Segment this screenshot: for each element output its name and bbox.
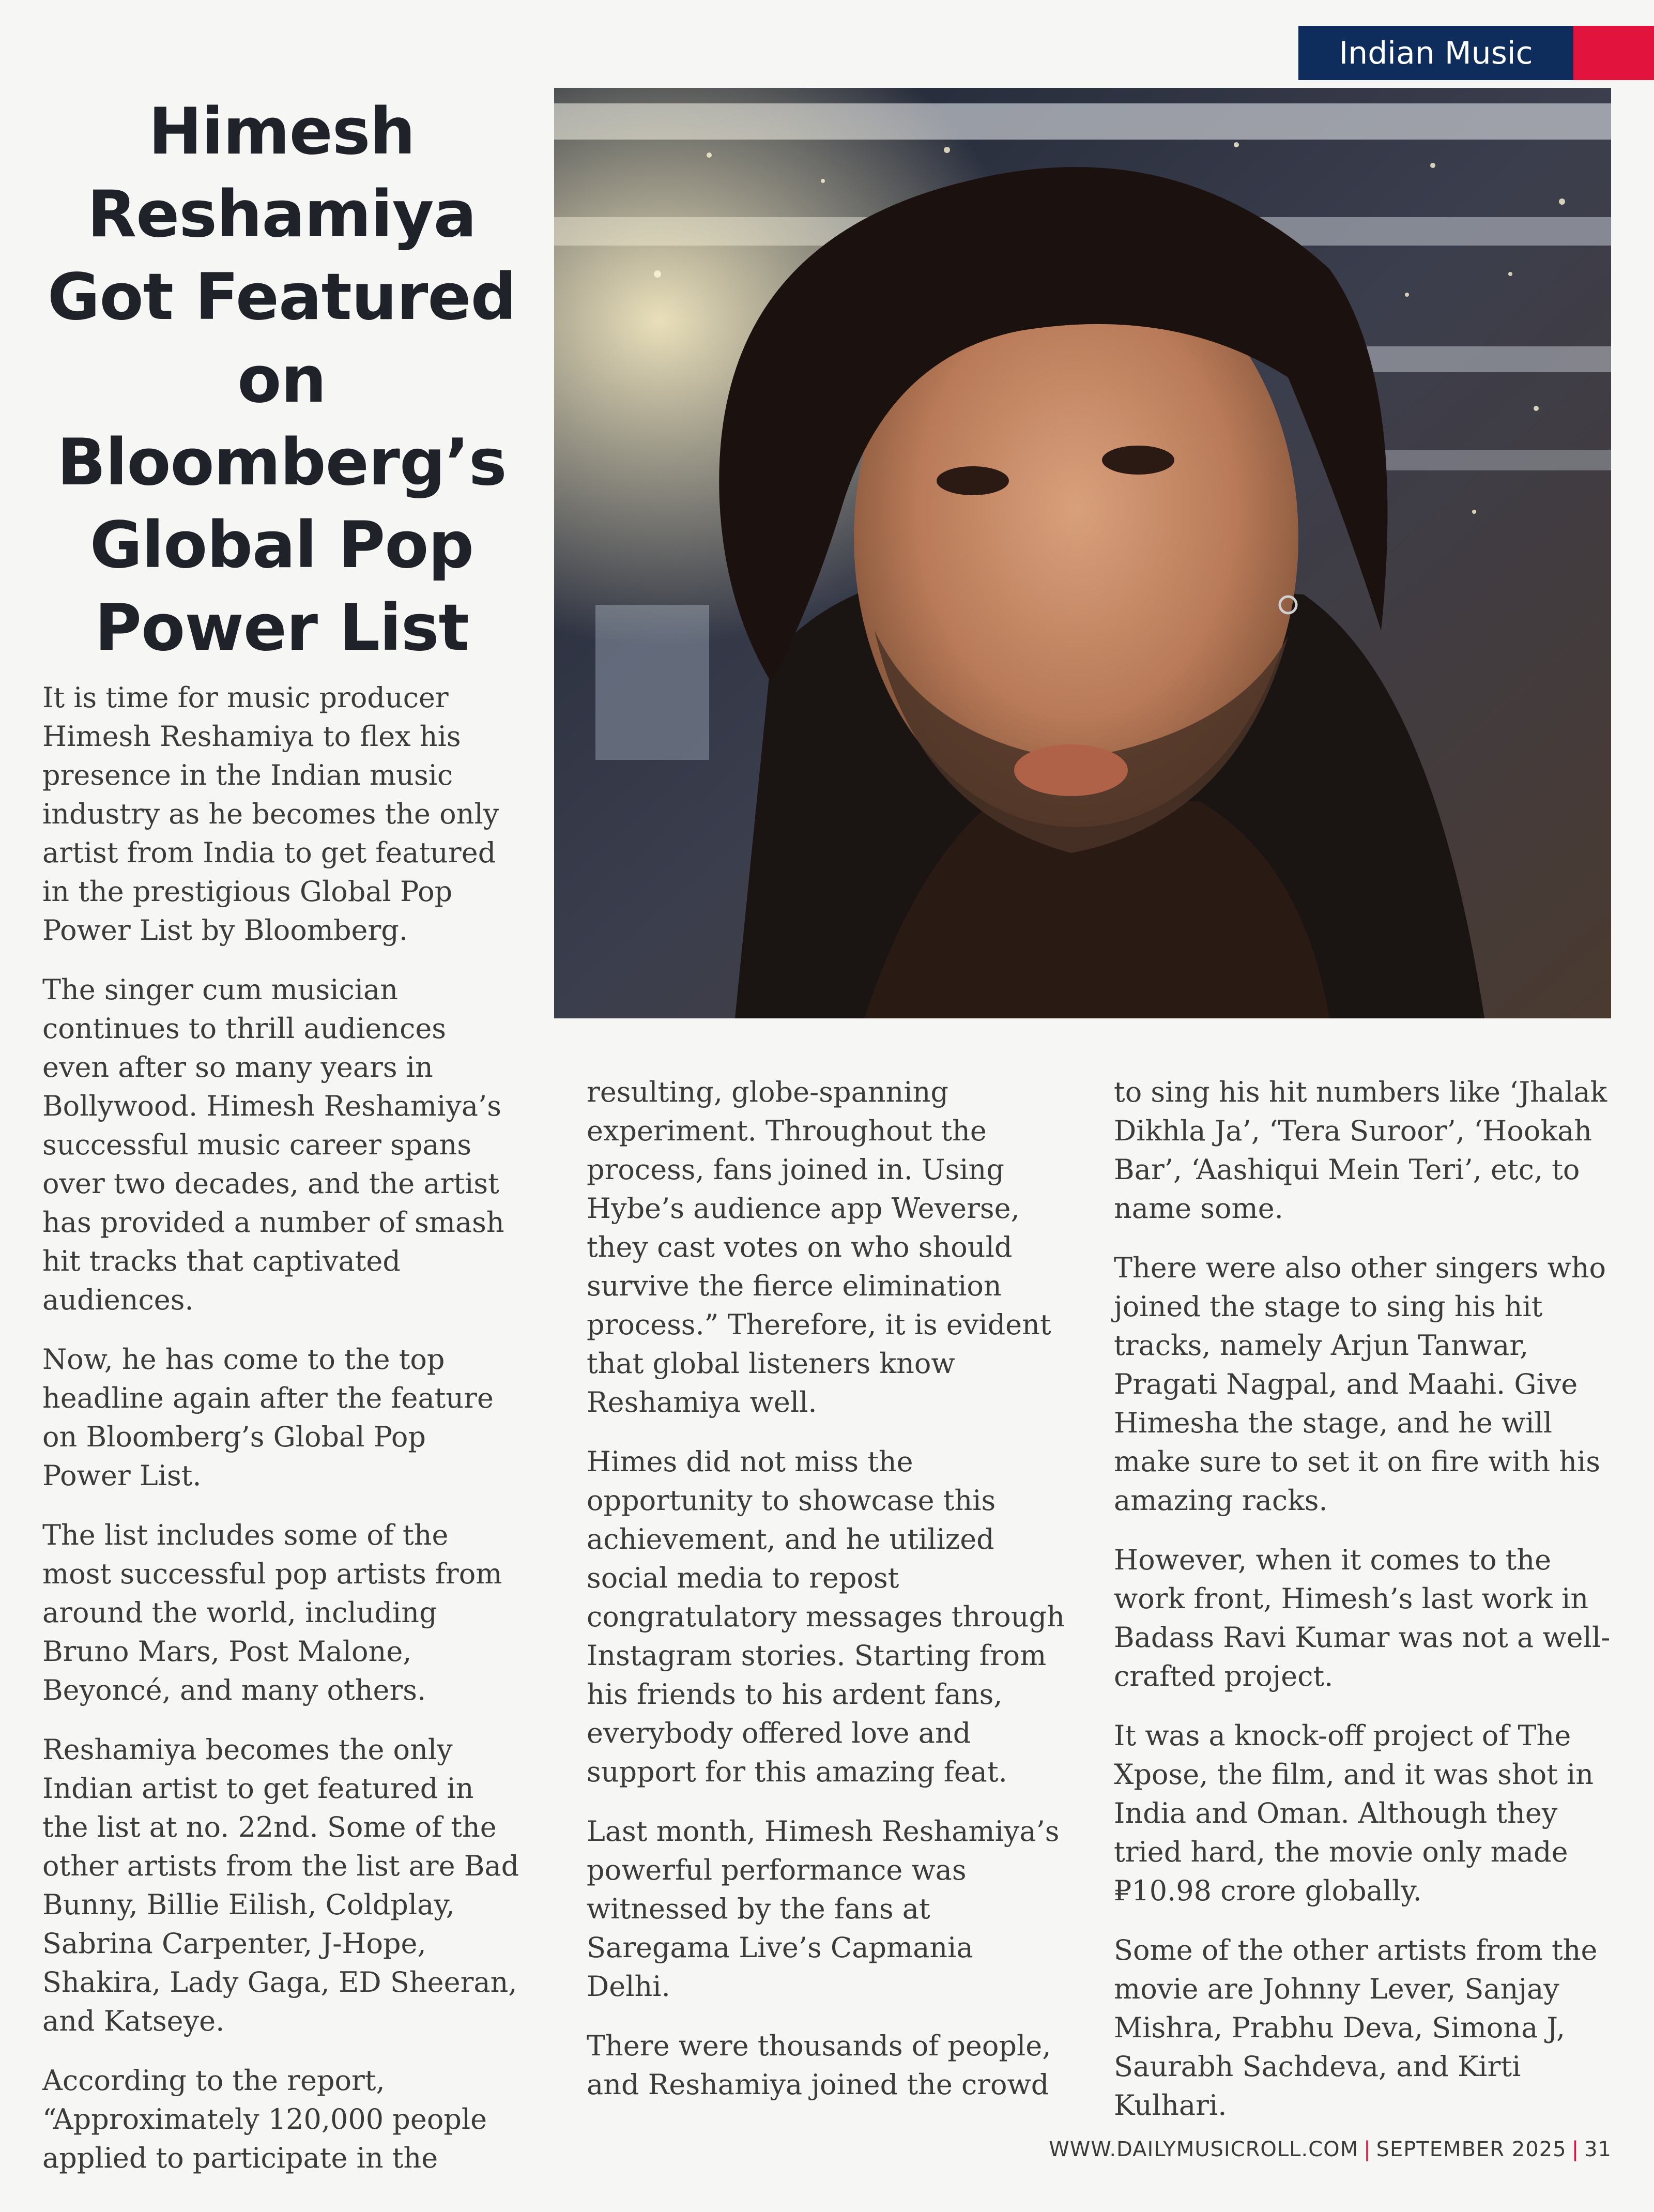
paragraph: resulting, globe-spanning experiment. Throughout the process, fans joined in. Using Hybe’s audience app Weverse, they cast votes on who should survive the fierce elimination process.” Therefore, it is evident that global listeners know Reshamiya well. — [587, 1076, 1051, 1418]
paragraph: It is time for music producer Himesh Reshamiya to flex his presence in the Indian music industry as he becomes the only artist from India to get featured in the prestigious Global Pop Power List by Bloomberg. — [42, 681, 499, 947]
paragraph: Some of the other artists from the movie are Johnny Lever, Sanjay Mishra, Prabhu Deva, Simona J, Saurabh Sachdeva, and Kirti Kulhari. — [1114, 1934, 1598, 2122]
page-footer — [1049, 2138, 1612, 2161]
paragraph: However, when it comes to the work front, Himesh’s last work in Badass Ravi Kumar was not a well-crafted project. — [1114, 1544, 1611, 1692]
footer-site-link[interactable]: WWW.DAILYMUSICROLL.COM — [1049, 2138, 1359, 2161]
paragraph: Himes did not miss the opportunity to showcase this achievement, and he utilized social media to repost congratulatory messages through Instagram stories. Starting from his friends to his ardent fans, everybody offered love and support for this amazing feat. — [587, 1445, 1065, 1788]
section-tag-accent — [1573, 26, 1654, 80]
footer-separator: | — [1364, 2138, 1371, 2161]
paragraph: There were thousands of people, and Reshamiya joined the crowd — [587, 2030, 1051, 2101]
paragraph: Last month, Himesh Reshamiya’s powerful performance was witnessed by the fans at Saregama Live’s Capmania Delhi. — [587, 1815, 1060, 2003]
section-tag-label: Indian Music — [1298, 26, 1573, 80]
column-3 — [1114, 1073, 1626, 2145]
paragraph: Now, he has come to the top headline again after the feature on Bloomberg’s Global Pop Power List. — [42, 1343, 494, 1492]
artist-photo — [554, 88, 1611, 1018]
paragraph: to sing his hit numbers like ‘Jhalak Dikhla Ja’, ‘Tera Suroor’, ‘Hookah Bar’, ‘Aashiqui Mein Teri’, etc, to name some. — [1114, 1076, 1607, 1225]
artist-photo-illustration — [554, 88, 1611, 1018]
column-1 — [42, 678, 520, 2198]
paragraph: The list includes some of the most successful pop artists from around the world, including Bruno Mars, Post Malone, Beyoncé, and many others. — [42, 1519, 502, 1706]
article-headline: Himesh Reshamiya Got Featured on Bloomberg’s Global Pop Power List — [47, 95, 516, 665]
paragraph: The singer cum musician continues to thrill audiences even after so many years in Bollywood. Himesh Reshamiya’s successful music career spans over two decades, and the artist has provided a number of smash hit tracks that captivated audiences. — [42, 973, 504, 1316]
footer-separator: | — [1571, 2138, 1580, 2161]
section-tag — [1298, 26, 1654, 80]
paragraph: It was a knock-off project of The Xpose, the film, and it was shot in India and Oman. Although they tried hard, the movie only made ₽10.98 crore globally. — [1114, 1719, 1594, 1907]
paragraph: Reshamiya becomes the only Indian artist to get featured in the list at no. 22nd. Some of the other artists from the list are Bad Bunny, Billie Eilish, Coldplay, Sabrina Carpenter, J-Hope, Shakira, Lady Gaga, ED Sheeran, and Katseye. — [42, 1733, 519, 2037]
paragraph: According to the report, “Approximately 120,000 people applied to participate in the — [42, 2064, 487, 2174]
footer-date: SEPTEMBER 2025 — [1376, 2138, 1567, 2161]
paragraph: There were also other singers who joined the stage to sing his hit tracks, namely Arjun Tanwar, Pragati Nagpal, and Maahi. Give Himesha the stage, and he will make sure to set it on fire with his amazing racks. — [1114, 1252, 1606, 1517]
page-number: 31 — [1584, 2138, 1612, 2161]
column-2 — [587, 1073, 1065, 2125]
